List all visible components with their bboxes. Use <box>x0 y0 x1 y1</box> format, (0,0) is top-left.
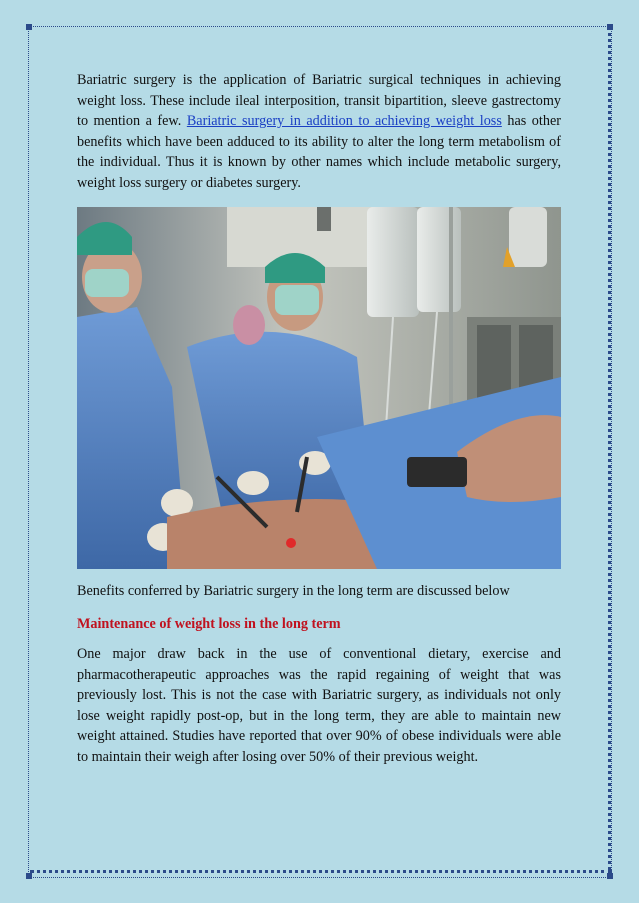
photo-caption: Benefits conferred by Bariatric surgery in the long term are discussed below <box>77 583 510 599</box>
surgery-photo <box>77 207 561 569</box>
intro-text-continued: has other benefits which have been adduced to its ability to alter the long term metabolism of the individual. Thus it is known by other names which include metabolic surgery, weight loss surgery or diabetes surgery. <box>77 113 561 191</box>
bariatric-surgery-link[interactable]: Bariatric surgery in addition to achieving weight loss <box>186 113 502 129</box>
section-heading: Maintenance of weight loss in the long term <box>77 615 341 632</box>
border-corner <box>26 24 32 30</box>
intro-text: Bariatric surgery is the application of Bariatric surgical techniques in achieving weight loss. These include ileal interposition, transit bipartition, sleeve gastrectomy to mention a few. <box>77 72 561 129</box>
section-body: One major draw back in the use of conventional dietary, exercise and pharmacotherapeutic approaches was the rapid regaining of weight that was previously lost. This is not the case with Bariatric surgery, as individuals not only lose weight rapidly post-op, but in the long term, they are able to maintain new weight attained. Studies have reported that over 90% of obese individuals were able to maintain their weigh after losing over 50% of their previous weight. <box>77 646 561 765</box>
border-corner <box>26 873 32 879</box>
intro-paragraph <box>77 70 561 193</box>
border-corner <box>607 873 613 879</box>
border-corner <box>607 24 613 30</box>
page-border-right-shadow <box>608 26 611 878</box>
page-border-bottom-shadow <box>30 870 612 873</box>
document-content <box>77 70 561 767</box>
